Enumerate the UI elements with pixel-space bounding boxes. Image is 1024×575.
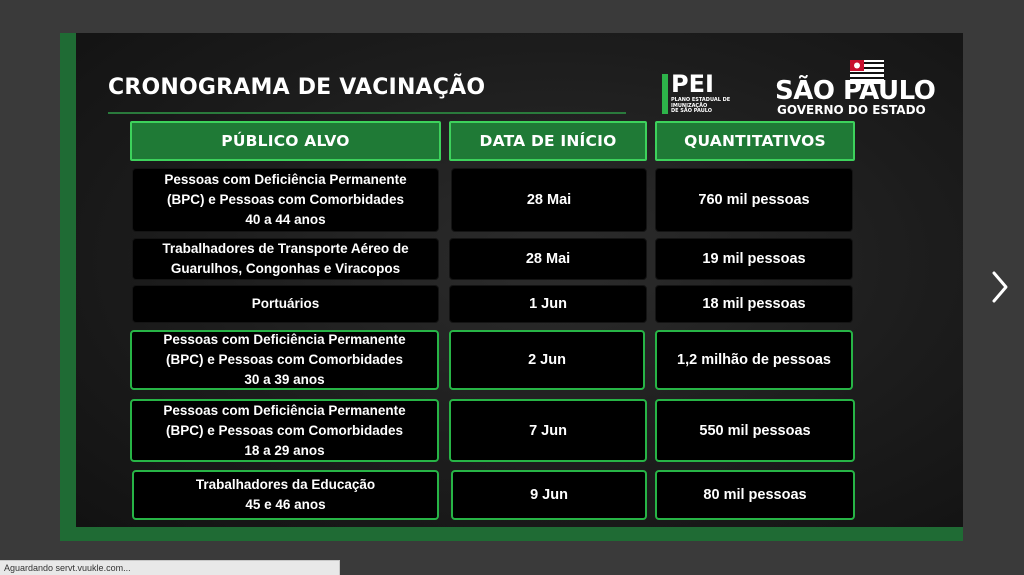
pei-sub-line-1: PLANO ESTADUAL DE (671, 97, 731, 103)
cell-data-inicio: 7 Jun (449, 399, 647, 462)
cell-publico-alvo (132, 470, 439, 520)
pei-logo-subtitle (671, 98, 731, 115)
cell-quantitativo: 18 mil pessoas (655, 285, 853, 323)
cell-publico-alvo (132, 168, 439, 232)
publico-line: Pessoas com Deficiência Permanente (163, 332, 406, 347)
publico-line: 40 a 44 anos (245, 212, 326, 227)
header-publico-alvo: PÚBLICO ALVO (130, 121, 441, 161)
sao-paulo-logo (774, 59, 934, 119)
publico-line: 45 e 46 anos (245, 497, 326, 512)
header-quantitativos: QUANTITATIVOS (655, 121, 855, 161)
publico-line: Pessoas com Deficiência Permanente (164, 172, 407, 187)
frame-left-bar (60, 33, 76, 541)
pei-logo-bar (662, 74, 668, 114)
cell-data-inicio: 1 Jun (449, 285, 647, 323)
cell-data-inicio: 9 Jun (451, 470, 647, 520)
header-data-inicio: DATA DE INÍCIO (449, 121, 647, 161)
sao-paulo-logo-name: SÃO PAULO (775, 76, 936, 106)
cell-publico-alvo (130, 399, 439, 462)
cell-quantitativo: 1,2 milhão de pessoas (655, 330, 853, 390)
publico-line: Trabalhadores da Educação (195, 477, 376, 492)
cell-publico-alvo (132, 238, 439, 280)
publico-line: Pessoas com Deficiência Permanente (163, 402, 406, 418)
publico-line: Guarulhos, Congonhas e Viracopos (170, 261, 401, 276)
pei-sub-line-2: IMUNIZAÇÃO (671, 102, 708, 109)
publico-line: (BPC) e Pessoas com Comorbidades (165, 352, 404, 367)
chevron-right-icon (990, 270, 1010, 304)
cell-data-inicio: 28 Mai (449, 238, 647, 280)
pei-logo-word: PEI (671, 70, 714, 98)
cell-quantitativo: 550 mil pessoas (655, 399, 855, 462)
publico-line: Trabalhadores de Transporte Aéreo de (162, 241, 409, 256)
publico-line: 18 a 29 anos (244, 442, 325, 458)
pei-logo (662, 70, 731, 116)
presentation-slide (60, 33, 963, 541)
publico-line: (BPC) e Pessoas com Comorbidades (166, 192, 405, 207)
cell-publico-alvo (130, 330, 439, 390)
pei-sub-line-3: DE SÃO PAULO (671, 108, 713, 114)
cell-data-inicio: 28 Mai (451, 168, 647, 232)
slide-title: CRONOGRAMA DE VACINAÇÃO (108, 75, 486, 100)
browser-status-bar: Aguardando servt.vuukle.com... (0, 560, 340, 575)
cell-data-inicio: 2 Jun (449, 330, 645, 390)
title-underline (108, 112, 626, 114)
next-slide-button[interactable] (988, 267, 1012, 307)
publico-line: Portuários (251, 296, 320, 311)
cell-quantitativo: 80 mil pessoas (655, 470, 855, 520)
cell-quantitativo: 19 mil pessoas (655, 238, 853, 280)
publico-line: 30 a 39 anos (244, 372, 325, 387)
frame-bottom-bar (76, 527, 963, 541)
cell-publico-alvo (132, 285, 439, 323)
cell-quantitativo: 760 mil pessoas (655, 168, 853, 232)
publico-line: (BPC) e Pessoas com Comorbidades (165, 422, 404, 438)
sao-paulo-logo-subtitle: GOVERNO DO ESTADO (777, 103, 926, 117)
